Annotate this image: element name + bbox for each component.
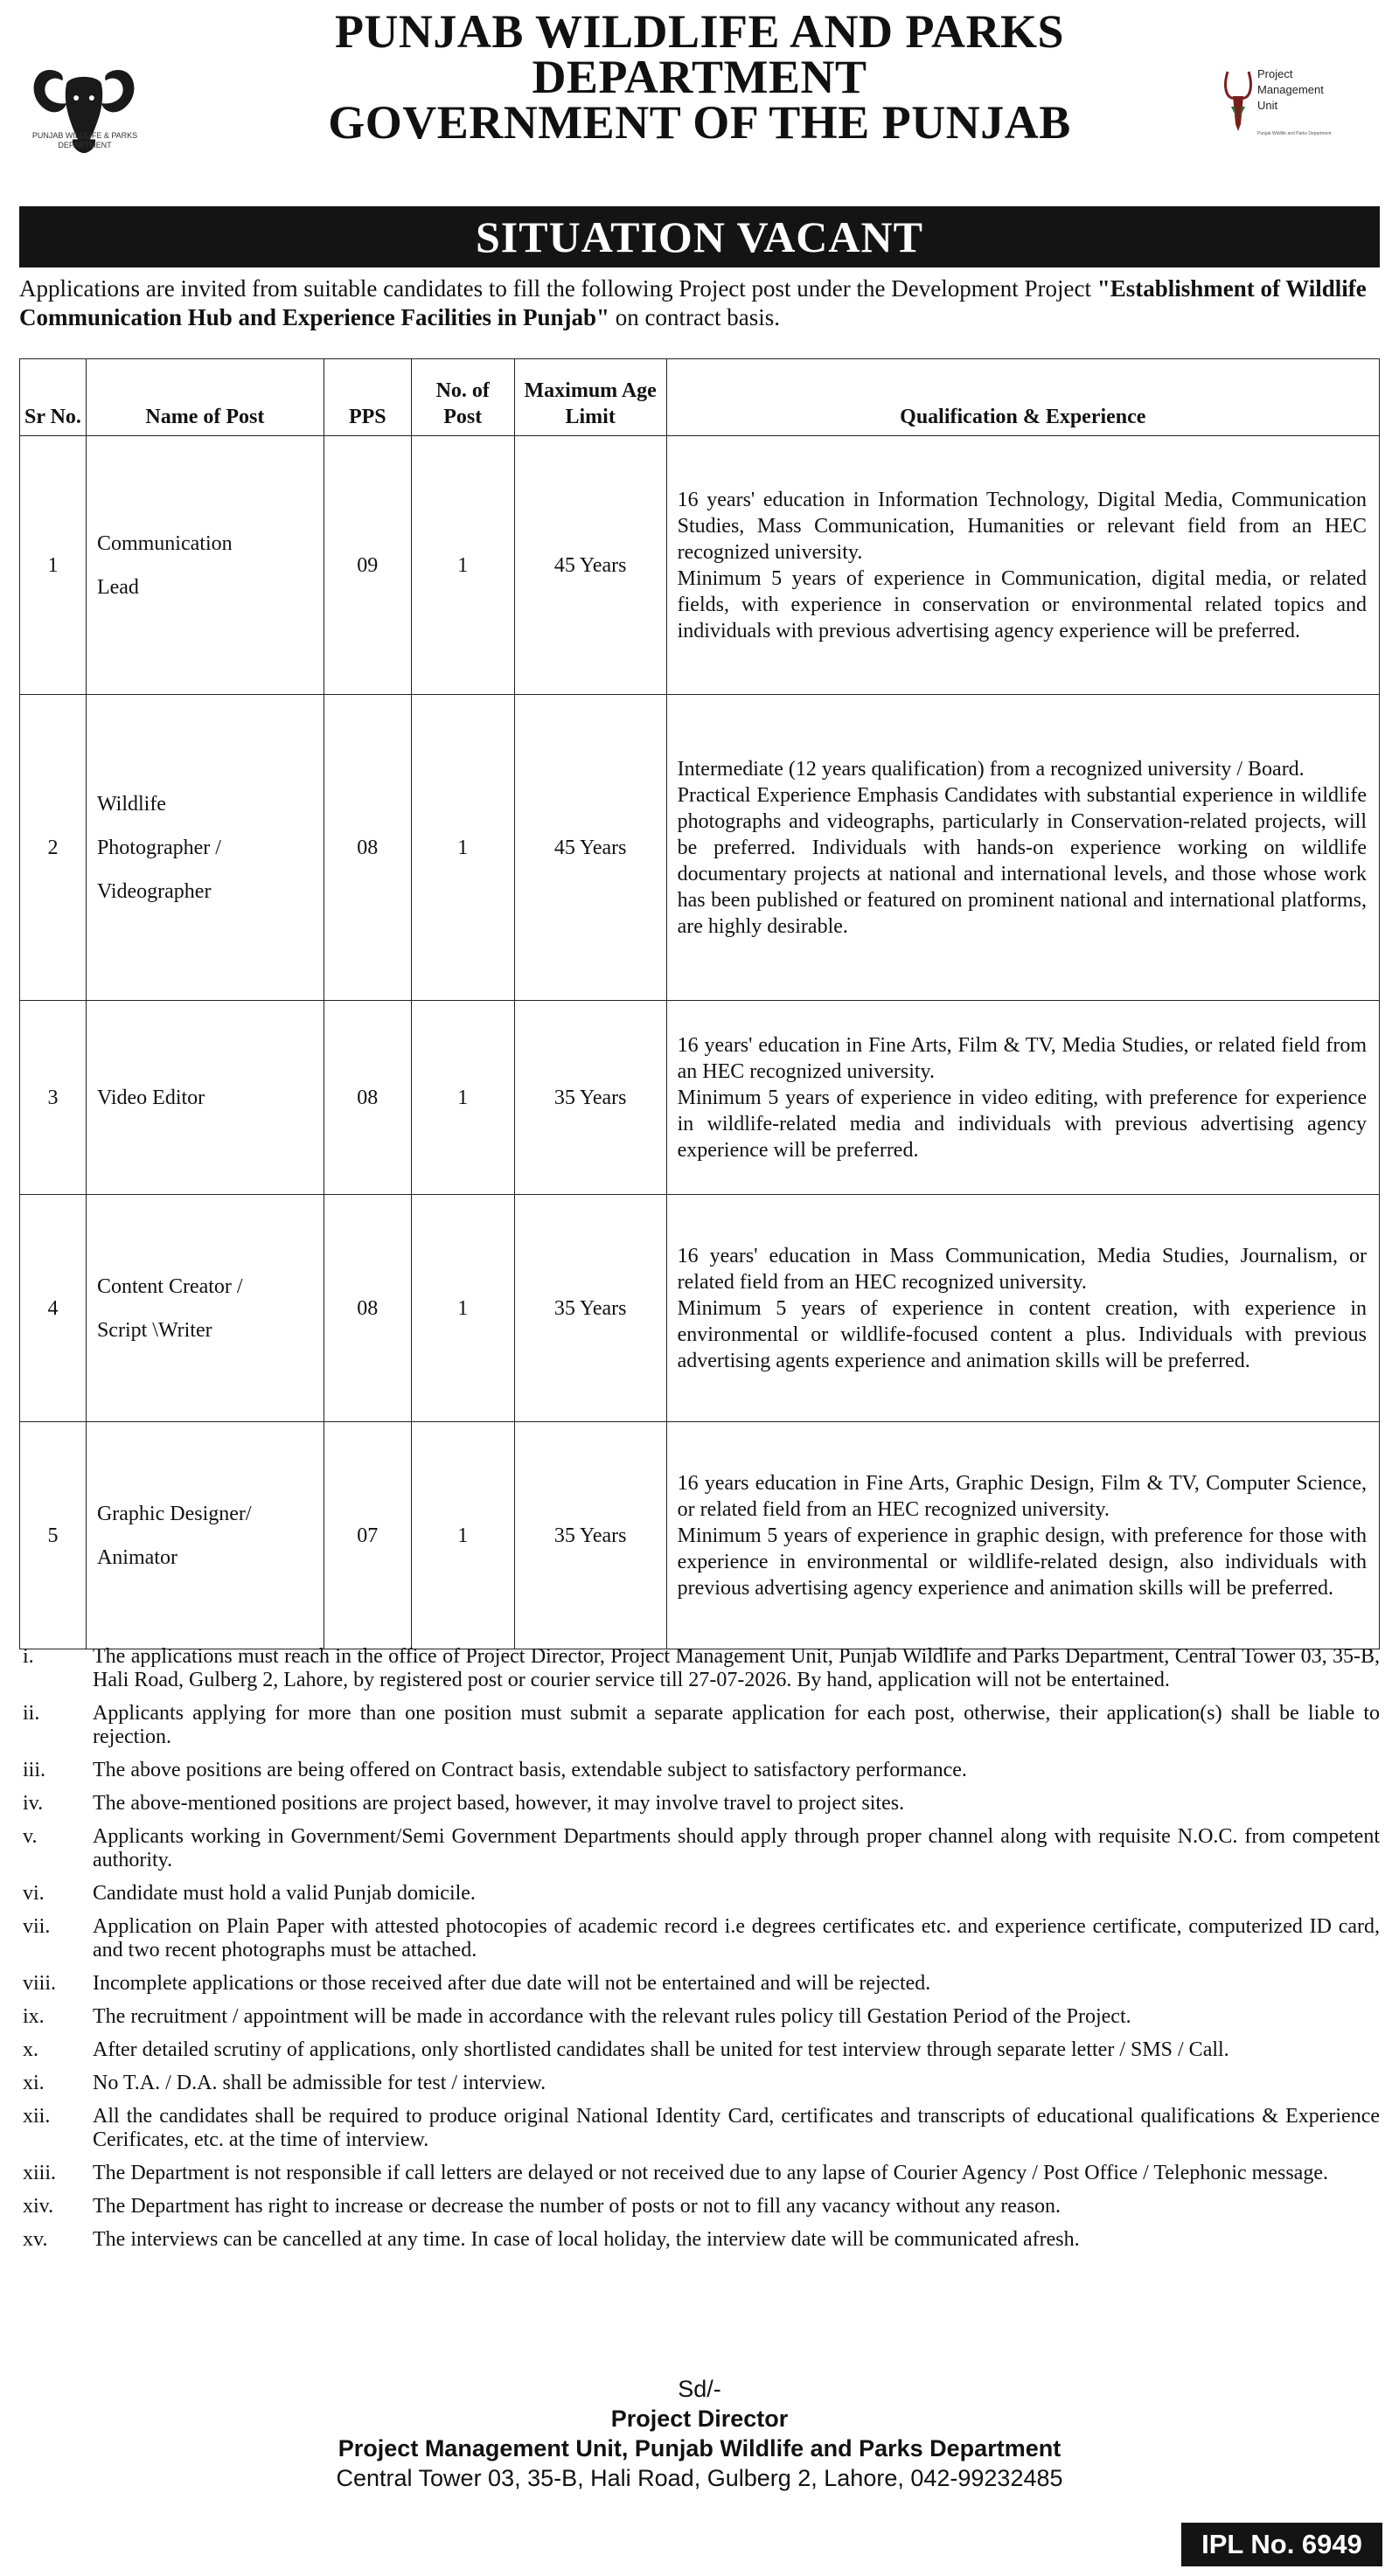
row-age-limit: 35 Years [514,1001,666,1195]
row-post-name: Video Editor [86,1001,324,1195]
intro-paragraph: Applications are invited from suitable candidates to fill the following Project post under the Development Project "Establishment of Wildlife Communication Hub and Experience Facilities in Punjab" on contract basis. [19,275,1367,330]
header-name: Name of Post [86,359,324,436]
list-item: xi. No T.A. / D.A. shall be admissible for test / interview. [23,2072,546,2094]
sd-mark: Sd/- [678,2376,721,2402]
header-pps: PPS [324,359,411,436]
pmu-logo-subtext: Punjab Wildlife and Parks Department [1257,131,1332,136]
header-qualification: Qualification & Experience [666,359,1379,436]
pmu-logo [1222,63,1380,150]
table-row [20,436,1380,695]
row-pps: 08 [324,695,411,1001]
list-item: xiii. The Department is not responsible if call letters are delayed or not received due to any lapse of Courier Agency / Post Office / Telephonic message. [23,2162,1328,2184]
row-qualification: 16 years' education in Information Technology, Digital Media, Communication Studies, Mass Communication, Humanities or relevant field from an HEC recognized university. Minimum 5 years of experience in Communication, digital media, or related fields, with experience in conservation or environmental related topics and individuals with previous advertising agency experience will be preferred. [666,436,1379,695]
row-post-name: Communication Lead [86,436,324,695]
row-pps: 08 [324,1195,411,1422]
row-post-name: Graphic Designer/ Animator [86,1422,324,1649]
row-no-of-post: 1 [411,1195,514,1422]
list-item: xii. All the candidates shall be required to produce original National Identity Card, certificates and transcripts of educational qualifications & Experience Cerificates, etc. at the time of interview. [23,2105,1380,2151]
title-line-1: PUNJAB WILDLIFE AND PARKS [334,5,1065,58]
row-no-of-post: 1 [411,695,514,1001]
signatory-designation: Project Director [610,2406,789,2432]
row-post-name: Content Creator / Script \Writer [86,1195,324,1422]
row-age-limit: 45 Years [514,436,666,695]
row-sr: 2 [20,695,87,1001]
row-pps: 09 [324,436,411,695]
row-age-limit: 35 Years [514,1195,666,1422]
table-row [20,695,1380,1001]
row-sr: 4 [20,1195,87,1422]
list-item: xv. The interviews can be cancelled at any time. In case of local holiday, the interview date will be communicated afresh. [23,2228,1080,2251]
pmu-ram-icon [1222,63,1254,143]
row-no-of-post: 1 [411,1001,514,1195]
table-row [20,1422,1380,1649]
row-age-limit: 35 Years [514,1422,666,1649]
situation-vacant-banner: SITUATION VACANT [19,206,1380,267]
list-item: vii. Application on Plain Paper with attested photocopies of academic record i.e degrees certificates etc. and experience certificate, computerized ID card, and two recent photographs must be attached. [23,1915,1380,1962]
project-name: "Establishment of Wildlife Communication Hub and Experience Facilities in Punjab" [19,275,1367,330]
row-qualification: 16 years education in Fine Arts, Graphic Design, Film & TV, Computer Science, or related field from an HEC recognized university. Minimum 5 years of experience in graphic design, with preference for those with experience in environmental or wildlife-related design, also individuals with previous advertising agency experience and animation skills will be preferred. [666,1422,1379,1649]
row-sr: 3 [20,1001,87,1195]
row-sr: 5 [20,1422,87,1649]
ipl-number-badge: IPL No. 6949 [1181,2523,1382,2566]
row-post-name: Wildlife Photographer / Videographer [86,695,324,1001]
header-sr: Sr No. [20,359,87,436]
header-age-limit: Maximum Age Limit [514,359,666,436]
signatory-address: Central Tower 03, 35-B, Hali Road, Gulberg 2, Lahore, 042-99232485 [336,2465,1063,2491]
list-item: iii. The above positions are being offered on Contract basis, extendable subject to satisfactory performance. [23,1759,967,1781]
signatory-office: Project Management Unit, Punjab Wildlife and Parks Department [338,2435,1061,2461]
table-header-row [20,359,1380,436]
posts-table [19,358,1380,1649]
title-line-3: GOVERNMENT OF THE PUNJAB [328,96,1071,149]
list-item: viii. Incomplete applications or those received after due date will not be entertained and will be rejected. [23,1972,931,1995]
row-qualification: 16 years' education in Mass Communication, Media Studies, Journalism, or related field from an HEC recognized university. Minimum 5 years of experience in content creation, with experience in environmental or wildlife-focused content a plus. Individuals with previous advertising agents experience and animation skills will be preferred. [666,1195,1379,1422]
table-row [20,1195,1380,1422]
title-line-2: DEPARTMENT [532,51,867,103]
row-qualification: Intermediate (12 years qualification) from a recognized university / Board. Practical Experience Emphasis Candidates with substantial experience in wildlife photographs and videographs, particularly in Conservation-related projects, will be preferred. Individuals with hands-on experience working on wildlife documentary projects at national and international levels, and those whose work has been published or featured on prominent national and international platforms, are highly desirable. [666,695,1379,1001]
header [0,0,1399,206]
list-item: x. After detailed scrutiny of applications, only shortlisted candidates shall be united for test interview through separate letter / SMS / Call. [23,2038,1229,2061]
list-item: ix. The recruitment / appointment will be made in accordance with the relevant rules policy till Gestation Period of the Project. [23,2005,1131,2028]
left-logo-caption: PUNJAB WILDLIFE & PARKS DEPARTMENT [31,131,138,149]
pmu-logo-text: Project Management Unit [1257,67,1324,112]
signature-block [175,2374,1224,2493]
row-age-limit: 45 Years [514,695,666,1001]
list-item: iv. The above-mentioned positions are project based, however, it may involve travel to project sites. [23,1792,905,1815]
list-item: i. The applications must reach in the office of Project Director, Project Management Unit, Punjab Wildlife and Parks Department, Central Tower 03, 35-B, Hali Road, Gulberg 2, Lahore, by registered post or courier service till 27-07-2026. By hand, application will not be entertained. [23,1645,1380,1691]
header-no-of-post: No. of Post [411,359,514,436]
row-no-of-post: 1 [411,436,514,695]
row-pps: 08 [324,1001,411,1195]
terms-list [19,1645,1380,2261]
list-item: vi. Candidate must hold a valid Punjab domicile. [23,1882,476,1905]
department-title [175,5,1224,149]
list-item: xiv. The Department has right to increase or decrease the number of posts or not to fill any vacancy without any reason. [23,2195,1061,2218]
list-item: v. Applicants working in Government/Semi Government Departments should apply through proper channel along with requisite N.O.C. from competent authority. [23,1825,1380,1871]
row-sr: 1 [20,436,87,695]
row-no-of-post: 1 [411,1422,514,1649]
table-row [20,1001,1380,1195]
row-qualification: 16 years' education in Fine Arts, Film & TV, Media Studies, or related field from an HEC recognized university. Minimum 5 years of experience in video editing, with preference for experience in wildlife-related media and individuals with previous advertising agency experience will be preferred. [666,1001,1379,1195]
row-pps: 07 [324,1422,411,1649]
list-item: ii. Applicants applying for more than one position must submit a separate application for each post, otherwise, their application(s) shall be liable to rejection. [23,1702,1380,1748]
